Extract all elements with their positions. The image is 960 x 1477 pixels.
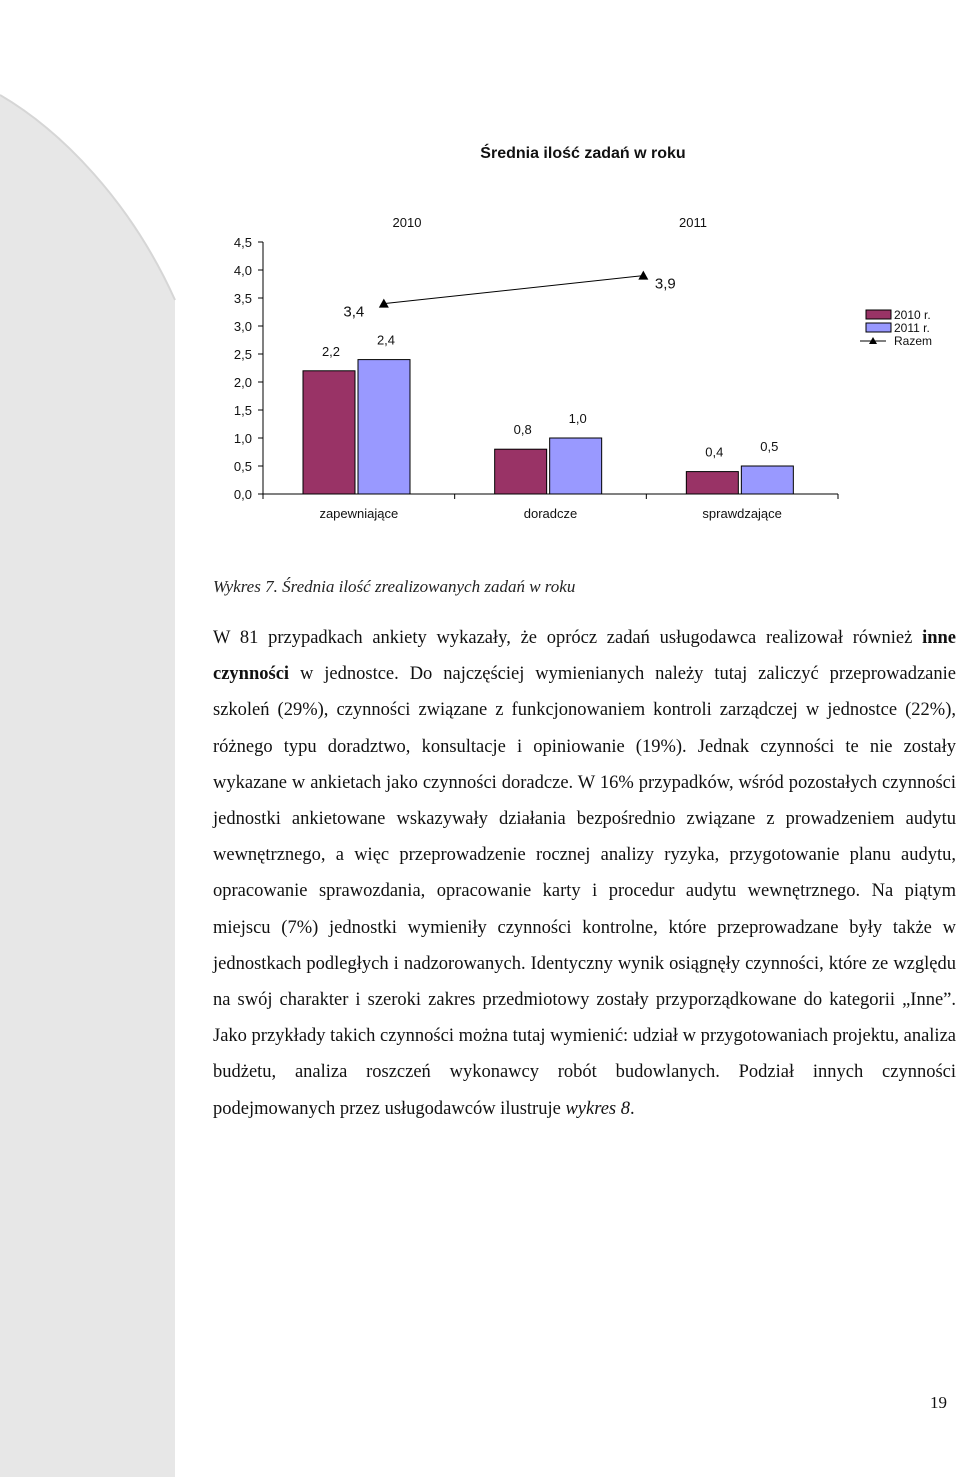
y-axis <box>234 235 263 502</box>
razem-marker <box>638 271 648 280</box>
x-category-label: sprawdzające <box>702 506 782 521</box>
y-tick-label: 1,5 <box>233 403 252 418</box>
figure-reference: wykres 8 <box>565 1098 630 1119</box>
y-tick-label: 4,5 <box>233 235 252 250</box>
bar <box>686 472 738 494</box>
y-tick-label: 2,5 <box>233 347 252 362</box>
bar <box>550 438 602 494</box>
bold-term: inne czynności <box>213 628 956 685</box>
razem-value-label: 3,4 <box>343 303 365 321</box>
body-paragraph <box>213 620 956 1127</box>
figure-caption: Wykres 7. Średnia ilość zrealizowanych zadań w roku <box>213 577 576 596</box>
razem-line-group <box>343 215 707 321</box>
line-x-label: 2010 <box>392 215 422 230</box>
line-x-label: 2011 <box>679 215 707 230</box>
body-text-part: w jednostce. Do najczęściej wymienianych należy tutaj zaliczyć przeprowadzanie szkoleń (29%), czynności związane z funkcjonowaniem kontroli zarządczej w jednostce (22%), różnego typu doradztwo, konsultacje i opiniowanie (19%). Jednak czynności te nie zostały wykazane w ankietach jako czynności doradcze. W 16% przypadków, wśród pozostałych czynności jednostki ankietowane wskazywały działania bezpośrednio związane z prowadzeniem audytu wewnętrznego, a więc przeprowadzenie rocznej analizy ryzyka, przygotowanie planu audytu, opracowanie sprawozdania, opracowanie karty i procedur audytu wewnętrznego. Na piątym miejscu (7%) jednostki wymieniły czynności kontrolne, które przeprowadzane były także w jednostkach podległych i nadzorowanych. Identyczny wynik osiągnęły czynności, które ze względu na swój charakter i szeroki zakres przedmiotowy zostały przyporządkowane do kategorii „Inne”. Jako przykłady takich czynności można tutaj wymienić: udział w przygotowaniach projektu, analiza budżetu, analiza roszczeń wykonawcy robót budowlanych. Podział innych czynności podejmowanych przez usługodawców ilustruje <box>213 664 956 1119</box>
bar-chart <box>0 0 960 560</box>
page-number: 19 <box>930 1393 947 1412</box>
bar-value-label: 0,4 <box>705 444 724 460</box>
legend-swatch <box>866 323 891 332</box>
bar-value-label: 0,8 <box>513 422 532 438</box>
bar <box>495 449 547 494</box>
bar <box>358 360 410 494</box>
bar-value-label: 0,5 <box>760 439 779 454</box>
bar-value-label: 2,2 <box>321 343 341 359</box>
bar <box>303 371 355 494</box>
legend-swatch <box>866 310 891 319</box>
legend-label: 2011 r. <box>894 321 930 335</box>
y-tick-label: 1,0 <box>233 431 252 446</box>
body-text-end: . <box>630 1098 635 1119</box>
y-tick-label: 2,0 <box>233 375 252 390</box>
bar <box>741 466 793 494</box>
razem-line <box>384 276 643 304</box>
y-tick-label: 3,5 <box>233 291 252 306</box>
razem-value-label: 3,9 <box>654 275 676 293</box>
y-tick-label: 0,0 <box>233 487 252 502</box>
legend <box>860 308 932 348</box>
x-category-label: doradcze <box>523 506 578 521</box>
body-text-part: W 81 przypadkach ankiety wykazały, że oprócz zadań usługodawca realizował również <box>213 628 923 648</box>
x-axis <box>263 494 838 521</box>
x-category-label: zapewniające <box>319 506 399 521</box>
chart-title: Średnia ilość zadań w roku <box>480 145 686 162</box>
bar-value-label: 1,0 <box>568 411 587 426</box>
bars-group <box>303 333 793 494</box>
bar-value-label: 2,4 <box>376 332 396 348</box>
y-tick-label: 3,0 <box>233 319 252 334</box>
y-tick-label: 4,0 <box>233 263 252 278</box>
y-tick-label: 0,5 <box>233 459 252 474</box>
legend-label: 2010 r. <box>894 308 931 322</box>
legend-label: Razem <box>894 334 933 348</box>
